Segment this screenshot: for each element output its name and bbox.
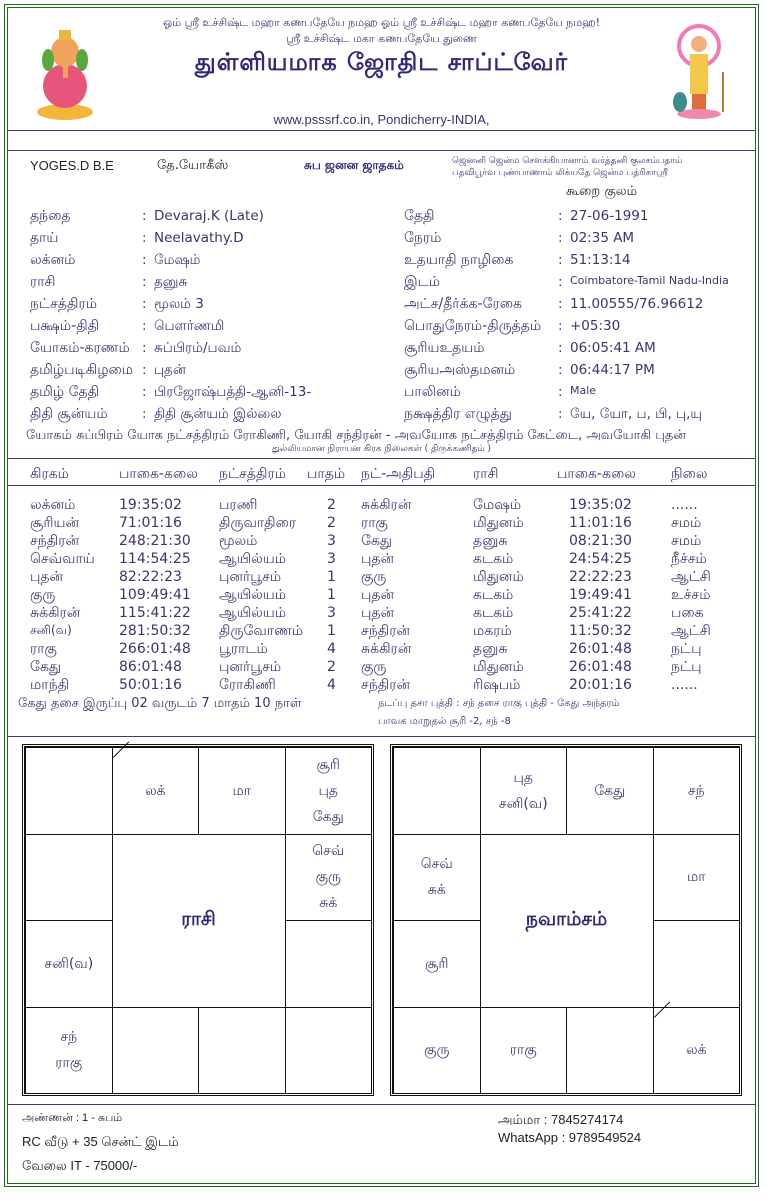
planet-label: சுக்	[427, 882, 446, 899]
house-mithunam[interactable]	[285, 747, 373, 835]
property-info: RC வீடு + 35 சென்ட் இடம்	[22, 1134, 179, 1149]
cell-planet: செவ்வாய்	[30, 551, 95, 567]
detail-value: யே, யோ, ப, பி, பு,யு	[570, 406, 702, 422]
cell-star: திருவாதிரை	[219, 515, 297, 531]
detail-colon: :	[558, 384, 563, 400]
house-viruchigam[interactable]	[112, 1007, 200, 1095]
detail-label: தேதி	[404, 208, 435, 224]
detail-value: +05:30	[570, 318, 621, 334]
detail-label: நக்ஷத்திர எழுத்து	[404, 406, 512, 422]
house-kadagam[interactable]	[653, 834, 741, 922]
detail-value: மூலம் 3	[154, 296, 204, 312]
detail-label: சூரியஅஸ்தமனம்	[404, 362, 516, 378]
mother-phone: அம்மா : 7845274174	[498, 1112, 624, 1127]
detail-label: திதி சூன்யம்	[30, 406, 108, 422]
cell-planet: மாந்தி	[30, 677, 70, 693]
cell-degree: 109:49:41	[119, 587, 191, 603]
detail-value: தனுசு	[154, 274, 188, 290]
cell-status: சமம்	[671, 533, 702, 549]
cell-degree: 266:01:48	[119, 641, 191, 657]
planet-label: சனி(வ)	[498, 795, 548, 812]
chart-heading: சுப ஜனன ஜாதகம்	[304, 158, 404, 172]
cell-rasi-degree: 26:01:48	[569, 641, 632, 657]
detail-value: பிரஜோஷ்பத்தி-ஆனி-13-	[154, 384, 312, 400]
cell-star: பூராடம்	[219, 641, 268, 657]
house-makaram[interactable]	[25, 920, 113, 1008]
planet-label: ராகு	[55, 1055, 83, 1072]
cell-pada: 3	[327, 605, 336, 621]
detail-colon: :	[558, 362, 563, 378]
cell-status: நீச்சம்	[671, 551, 707, 567]
detail-value: பௌர்ணமி	[154, 318, 225, 334]
planet-row	[8, 515, 755, 533]
cell-rasi: கடகம்	[473, 587, 514, 603]
cell-rasi-degree: 19:49:41	[569, 587, 632, 603]
cell-status: நட்பு	[671, 641, 702, 657]
verse-line-1: ஜெனனி ஜென்ம சௌக்கியானாம் வர்த்தனி குலசம்பதாம்	[452, 156, 683, 166]
house-thulam[interactable]	[198, 1007, 286, 1095]
cell-status: நட்பு	[671, 659, 702, 675]
cell-star-lord: புதன்	[361, 605, 395, 621]
planet-label: கேது	[312, 808, 344, 825]
planet-label: கேது	[594, 782, 626, 799]
page-frame	[4, 4, 759, 1187]
detail-value: Coimbatore-Tamil Nadu-India	[570, 274, 729, 287]
detail-colon: :	[142, 230, 147, 246]
dasa-balance: கேது தசை இருப்பு 02 வருடம் 7 மாதம் 10 நாள்	[18, 696, 302, 711]
detail-colon: :	[558, 230, 563, 246]
detail-value: சுப்பிரம்/பவம்	[154, 340, 242, 356]
detail-colon: :	[142, 362, 147, 378]
detail-colon: :	[142, 406, 147, 422]
detail-value: Male	[570, 384, 597, 397]
website-link[interactable]: www.psssrf.co.in, Pondicherry-INDIA,	[273, 112, 490, 127]
house-makaram[interactable]	[393, 920, 481, 1008]
chart-title-text: ராசி	[181, 908, 216, 930]
cell-star-lord: சுக்கிரன்	[361, 641, 412, 657]
detail-colon: :	[142, 296, 147, 312]
cell-status: உச்சம்	[671, 587, 711, 603]
cell-pada: 4	[327, 641, 336, 657]
house-rishabam[interactable]	[198, 747, 286, 835]
detail-label: நேரம்	[404, 230, 442, 246]
rasi-chart	[22, 744, 374, 1096]
cell-pada: 4	[327, 677, 336, 693]
detail-label: லக்னம்	[30, 252, 76, 268]
cell-status: சமம்	[671, 515, 702, 531]
divider	[8, 485, 755, 486]
cell-rasi: மகரம்	[473, 623, 512, 639]
planet-label: சனி(வ)	[44, 955, 94, 972]
planet-label: குரு	[424, 1042, 450, 1059]
cell-pada: 3	[327, 551, 336, 567]
planet-row	[8, 533, 755, 551]
planet-label: சந்	[687, 782, 705, 799]
whatsapp-number: WhatsApp : 9789549524	[498, 1130, 642, 1145]
house-meenam[interactable]	[25, 747, 113, 835]
cell-rasi-degree: 22:22:23	[569, 569, 632, 585]
house-kumbam[interactable]	[393, 834, 481, 922]
detail-colon: :	[558, 208, 563, 224]
cell-rasi-degree: 11:01:16	[569, 515, 632, 531]
detail-colon: :	[558, 340, 563, 356]
detail-label: நட்சத்திரம்	[30, 296, 97, 312]
planet-row	[8, 587, 755, 605]
cell-pada: 2	[327, 659, 336, 675]
col-header-rasi-degree: பாகை-கலை	[557, 466, 636, 482]
col-header-pada: பாதம்	[307, 466, 346, 482]
planet-label: மா	[232, 782, 252, 799]
planet-row	[8, 605, 755, 623]
cell-pada: 2	[327, 497, 336, 513]
house-rishabam[interactable]	[566, 747, 654, 835]
cell-rasi: மிதுனம்	[473, 515, 524, 531]
cell-star: புனர்பூசம்	[219, 569, 282, 585]
planet-row	[8, 623, 755, 641]
col-header-star: நட்சத்திரம்	[219, 466, 286, 482]
cell-pada: 1	[327, 623, 336, 639]
planet-label: சந்	[60, 1029, 78, 1046]
cell-rasi-degree: 25:41:22	[569, 605, 632, 621]
cell-degree: 115:41:22	[119, 605, 191, 621]
detail-colon: :	[558, 296, 563, 312]
cell-degree: 281:50:32	[119, 623, 191, 639]
cell-star-lord: ராகு	[361, 515, 388, 531]
detail-label: பொதுநேரம்-திருத்தம்	[404, 318, 542, 334]
bhava-change: பாவக மாறுதல் சூரி -2, சந் -8	[378, 716, 511, 727]
detail-label: சூரியஉதயம்	[404, 340, 485, 356]
detail-colon: :	[142, 208, 147, 224]
cell-star-lord: கேது	[361, 533, 393, 549]
planet-table-header	[8, 466, 755, 484]
detail-label: யோகம்-கரணம்	[30, 340, 130, 356]
house-kanni[interactable]	[285, 1007, 373, 1095]
detail-value: புதன்	[154, 362, 186, 378]
col-header-status: நிலை	[671, 466, 708, 482]
detail-value: 06:44:17 PM	[570, 362, 655, 378]
planet-label: புத	[513, 769, 534, 786]
house-kanni[interactable]	[653, 1007, 741, 1095]
house-simmam[interactable]	[653, 920, 741, 1008]
detail-label: அட்ச/தீர்க்க-ரேகை	[404, 296, 522, 312]
col-header-rasi: ராசி	[473, 466, 499, 482]
chart-title	[112, 834, 286, 1008]
detail-value: மேஷம்	[154, 252, 201, 268]
cell-degree: 248:21:30	[119, 533, 191, 549]
house-simmam[interactable]	[285, 920, 373, 1008]
planet-label: செவ்	[312, 843, 345, 860]
detail-colon: :	[142, 274, 147, 290]
detail-colon: :	[142, 340, 147, 356]
cell-rasi: கடகம்	[473, 551, 514, 567]
col-header-degree: பாகை-கலை	[119, 466, 198, 482]
app-title: துள்ளியமாக ஜோதிட சாப்ட்வேர்	[194, 48, 569, 76]
cell-degree: 50:01:16	[119, 677, 182, 693]
cell-rasi: மிதுனம்	[473, 569, 524, 585]
cell-star: ஆயில்யம்	[219, 551, 286, 567]
detail-label: தாய்	[30, 230, 59, 246]
cell-planet: ராகு	[30, 641, 57, 657]
cell-degree: 114:54:25	[119, 551, 191, 567]
cell-planet: சுக்கிரன்	[30, 605, 81, 621]
planet-label: லக்	[685, 1042, 707, 1059]
planet-table-caption: துல்லியமான நிராயன கிரக நிலைகள் ( திருக்கணிதம் )	[271, 444, 492, 454]
house-dhanusu[interactable]	[25, 1007, 113, 1095]
detail-value: 27-06-1991	[570, 208, 649, 224]
planet-row	[8, 641, 755, 659]
planet-label: சூரி	[316, 756, 340, 773]
cell-rasi-degree: 19:35:02	[569, 497, 632, 513]
cell-status: ......	[671, 497, 698, 513]
planet-label: செவ்	[420, 856, 453, 873]
cell-star: ரோகிணி	[219, 677, 276, 693]
cell-rasi: தனுசு	[473, 641, 508, 657]
chart-title	[480, 834, 654, 1008]
cell-planet: புதன்	[30, 569, 64, 585]
cell-star-lord: புதன்	[361, 587, 395, 603]
house-mithunam[interactable]	[653, 747, 741, 835]
cell-degree: 19:35:02	[119, 497, 182, 513]
cell-rasi-degree: 24:54:25	[569, 551, 632, 567]
detail-colon: :	[558, 252, 563, 268]
divider	[8, 458, 755, 459]
detail-label: தந்தை	[30, 208, 71, 224]
mantra-line-1: ஓம் ஸ்ரீ உச்சிஷ்ட மஹா கணபதேயே நமஹ ஓம் ஸ்ரீ உச்சிஷ்ட மஹா கணபதேயே நமஹ!	[163, 16, 600, 29]
detail-value: 02:35 AM	[570, 230, 635, 246]
cell-star-lord: சந்திரன்	[361, 677, 411, 693]
current-dasa: நடப்பு தசா புத்தி : சந் தசை ராகு புத்தி - கேது அந்தரம்	[378, 698, 620, 709]
planet-label: லக்	[144, 782, 166, 799]
cell-star-lord: குரு	[361, 659, 387, 675]
cell-rasi: தனுசு	[473, 533, 508, 549]
cell-pada: 1	[327, 587, 336, 603]
detail-colon: :	[142, 384, 147, 400]
cell-rasi: ரிஷபம்	[473, 677, 521, 693]
detail-value: 51:13:14	[570, 252, 631, 268]
cell-rasi: கடகம்	[473, 605, 514, 621]
cell-planet: சூரியன்	[30, 515, 80, 531]
house-mesham[interactable]	[480, 747, 568, 835]
detail-label: பாலினம்	[404, 384, 461, 400]
detail-colon: :	[558, 318, 563, 334]
cell-rasi-degree: 11:50:32	[569, 623, 632, 639]
cell-status: ஆட்சி	[671, 569, 711, 585]
chart-title-text: நவாம்சம்	[525, 908, 608, 930]
planet-row	[8, 659, 755, 677]
job-info: வேலை IT - 75000/-	[22, 1158, 138, 1173]
col-header-star-lord: நட்-அதிபதி	[361, 466, 436, 482]
cell-star-lord: சுக்கிரன்	[361, 497, 412, 513]
house-mesham[interactable]	[112, 747, 200, 835]
cell-star: மூலம்	[219, 533, 258, 549]
divider	[8, 150, 755, 151]
detail-value: Neelavathy.D	[154, 230, 244, 246]
planet-label: புத	[318, 782, 339, 799]
cell-star: ஆயில்யம்	[219, 605, 286, 621]
house-meenam[interactable]	[393, 747, 481, 835]
planet-label: சூரி	[425, 955, 449, 972]
yogam-line: யோகம் சுப்பிரம் யோக நட்சத்திரம் ரோகிணி, யோகி சந்திரன் - அவயோக நட்சத்திரம் கேட்டை, அவயோகி புதன்	[26, 428, 686, 443]
divider	[8, 130, 755, 131]
cell-planet: சந்திரன்	[30, 533, 80, 549]
house-kumbam[interactable]	[25, 834, 113, 922]
detail-label: பக்ஷம்-திதி	[30, 318, 100, 334]
cell-star-lord: குரு	[361, 569, 387, 585]
cell-star: திருவோணம்	[219, 623, 304, 639]
detail-colon: :	[142, 252, 147, 268]
sibling-info: அண்ணன் : 1 - சுபம்	[22, 1112, 123, 1124]
planet-row	[8, 677, 755, 695]
divider	[8, 736, 755, 737]
kulam: கூறை குலம்	[566, 184, 638, 199]
name-english: YOGES.D B.E	[30, 158, 114, 173]
cell-pada: 3	[327, 533, 336, 549]
detail-colon: :	[558, 406, 563, 422]
detail-colon: :	[142, 318, 147, 334]
cell-planet: லக்னம்	[30, 497, 76, 513]
planet-label: சுக்	[319, 895, 338, 912]
detail-label: உதயாதி நாழிகை	[404, 252, 514, 268]
cell-star-lord: சந்திரன்	[361, 623, 411, 639]
detail-value: Devaraj.K (Late)	[154, 208, 264, 224]
cell-status: ஆட்சி	[671, 623, 711, 639]
cell-pada: 1	[327, 569, 336, 585]
cell-star: பரணி	[219, 497, 258, 513]
cell-degree: 82:22:23	[119, 569, 182, 585]
col-header-planet: கிரகம்	[30, 466, 69, 482]
house-thulam[interactable]	[566, 1007, 654, 1095]
cell-rasi: மேஷம்	[473, 497, 522, 513]
cell-star: புனர்பூசம்	[219, 659, 282, 675]
navamsa-chart	[390, 744, 742, 1096]
cell-planet: குரு	[30, 587, 56, 603]
detail-label: தமிழ்படிகிழமை	[30, 362, 133, 378]
mantra-line-2: ஸ்ரீ உச்சிஷ்ட மகா கணபதேயே துணை	[285, 32, 478, 45]
cell-status: ......	[671, 677, 698, 693]
detail-colon: :	[558, 274, 563, 290]
detail-value: திதி சூன்யம் இல்லை	[154, 406, 282, 422]
planet-row	[8, 551, 755, 569]
detail-value: 06:05:41 AM	[570, 340, 656, 356]
cell-star-lord: புதன்	[361, 551, 395, 567]
cell-rasi-degree: 08:21:30	[569, 533, 632, 549]
cell-planet: கேது	[30, 659, 62, 675]
detail-label: இடம்	[404, 274, 441, 290]
divider	[8, 1104, 755, 1105]
detail-label: ராசி	[30, 274, 56, 290]
detail-value: 11.00555/76.96612	[570, 296, 704, 312]
cell-pada: 2	[327, 515, 336, 531]
planet-label: மா	[686, 869, 706, 886]
verse-line-2: பதவிபூர்வ புண்யாணாம் லிக்யதே ஜென்ம பத்ரிகாஸ்ரீ	[452, 168, 668, 178]
cell-rasi-degree: 20:01:16	[569, 677, 632, 693]
planet-row	[8, 569, 755, 587]
cell-planet: சனி(வ)	[30, 623, 72, 637]
house-dhanusu[interactable]	[393, 1007, 481, 1095]
cell-degree: 86:01:48	[119, 659, 182, 675]
cell-status: பகை	[671, 605, 704, 621]
cell-star: ஆயில்யம்	[219, 587, 286, 603]
detail-label: தமிழ் தேதி	[30, 384, 100, 400]
planet-label: குரு	[315, 869, 341, 886]
cell-rasi-degree: 26:01:48	[569, 659, 632, 675]
name-tamil: தே.யோகீஸ்	[157, 158, 229, 173]
house-kadagam[interactable]	[285, 834, 373, 922]
planet-row	[8, 497, 755, 515]
cell-rasi: மிதுனம்	[473, 659, 524, 675]
planet-label: ராகு	[509, 1042, 537, 1059]
house-viruchigam[interactable]	[480, 1007, 568, 1095]
cell-degree: 71:01:16	[119, 515, 182, 531]
